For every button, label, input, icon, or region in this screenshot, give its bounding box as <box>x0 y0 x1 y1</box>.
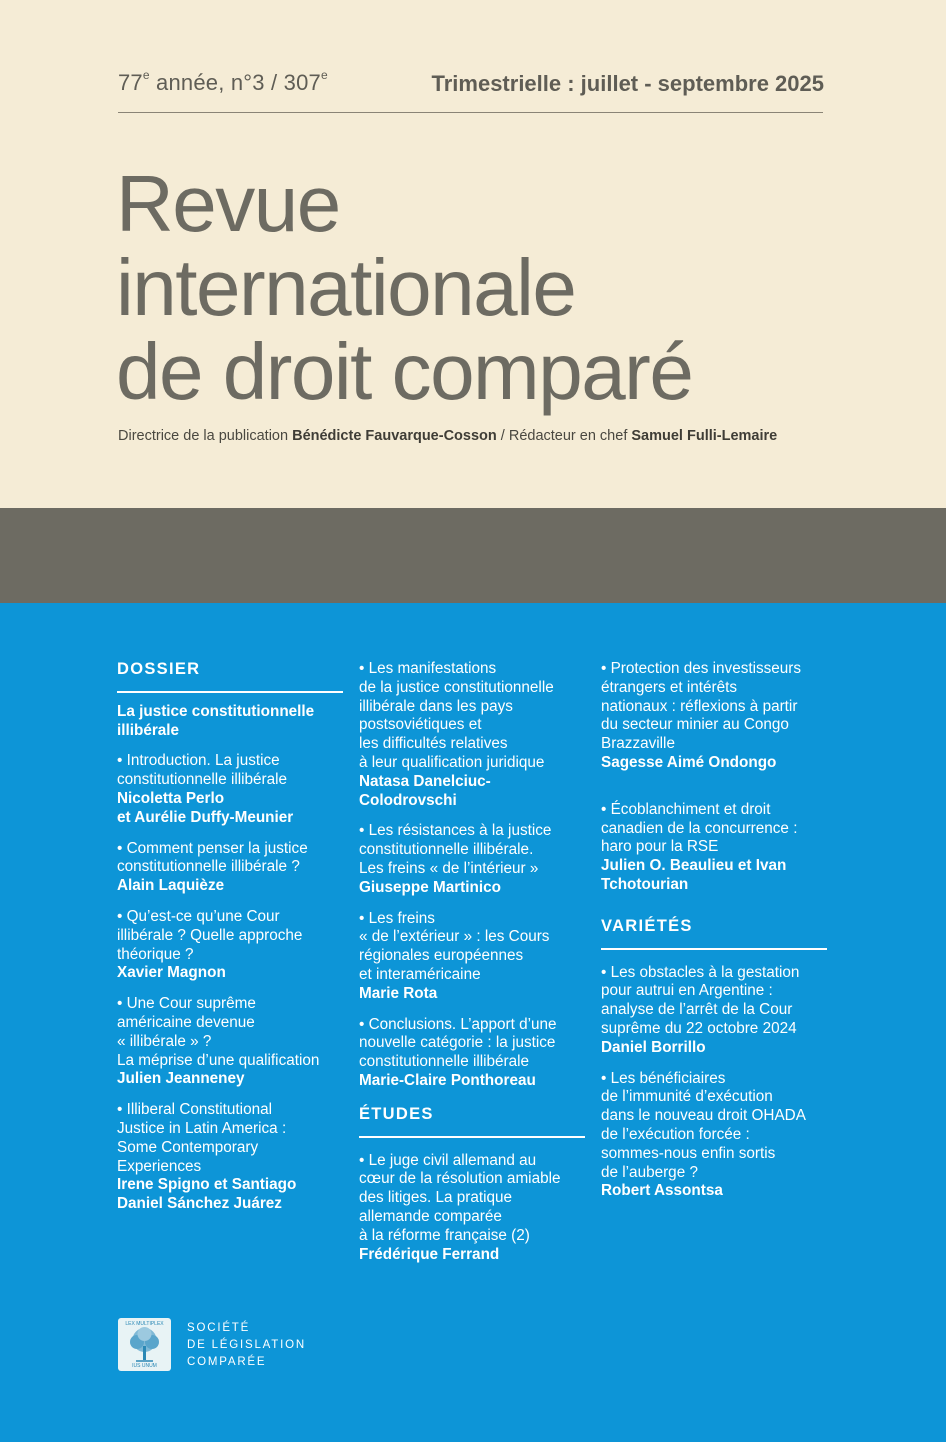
journal-title <box>116 159 693 416</box>
journal-title-line-2: internationale <box>116 243 576 332</box>
section-rule <box>117 691 343 693</box>
article-entry: • Les bénéficiaires de l’immunité d’exécution dans le nouveau droit OHADA de l’exécution forcée : sommes-nous enfin sortis de l’auberge ? Robert Assontsa <box>601 1069 806 1200</box>
section-heading-etudes: ÉTUDES <box>359 1104 434 1123</box>
contents-column-3 <box>601 660 827 1213</box>
contents-column-1 <box>117 660 343 1226</box>
article-entry: • Conclusions. L’apport d’une nouvelle catégorie : la justice constitutionnelle illibérale Marie-Claire Ponthoreau <box>359 1015 557 1089</box>
editors-line: Directrice de la publication Bénédicte Fauvarque-Cosson / Rédacteur en chef Samuel Fulli-Lemaire <box>118 428 778 444</box>
article-entry: • Qu’est-ce qu’une Cour illibérale ? Quelle approche théorique ? Xavier Magnon <box>117 907 303 982</box>
article-entry: • Les freins « de l’extérieur » : les Cours régionales européennes et interaméricaine Marie Rota <box>359 909 550 1002</box>
cover-divider-band <box>0 508 946 603</box>
publisher-logo <box>118 1318 171 1371</box>
section-rule <box>359 1136 585 1138</box>
article-entry: • Les obstacles à la gestation pour autrui en Argentine : analyse de l’arrêt de la Cour suprême du 22 octobre 2024 Daniel Borrillo <box>601 963 800 1056</box>
section-rule <box>601 948 827 950</box>
publisher-name: SOCIÉTÉ DE LÉGISLATION COMPARÉE <box>187 1322 306 1368</box>
article-entry: • Une Cour suprême américaine devenue « illibérale » ? La méprise d’une qualification Julien Jeanneney <box>117 995 320 1088</box>
logo-motto-top: LEX MULTIPLEX <box>125 1321 164 1327</box>
article-entry: • Les manifestations de la justice constitutionnelle illibérale dans les pays postsoviétiques et les difficultés relatives à leur qualification juridique Natasa Danelciuc- Colodrovschi <box>359 660 554 809</box>
article-entry: • Illiberal Constitutional Justice in Latin America : Some Contemporary Experiences Irene Spigno et Santiago Daniel Sánchez Juárez <box>117 1101 297 1213</box>
logo-motto-bottom: IUS UNUM <box>132 1363 157 1369</box>
issue-number: 77e année, n°3 / 307e <box>118 67 328 95</box>
journal-title-line-1: Revue <box>116 159 340 248</box>
journal-title-line-3: de droit comparé <box>116 327 693 416</box>
article-entry: • Le juge civil allemand au cœur de la résolution amiable des litiges. La pratique allemande comparée à la réforme française (2) Frédérique Ferrand <box>359 1151 561 1263</box>
publication-period: Trimestrielle : juillet - septembre 2025 <box>431 71 824 96</box>
article-entry: • Introduction. La justice constitutionnelle illibérale Nicoletta Perlo et Aurélie Duffy-Meunier <box>117 752 294 826</box>
article-entry: • Les résistances à la justice constitutionnelle illibérale. Les freins « de l’intérieur » Giuseppe Martinico <box>359 822 552 896</box>
article-entry: • Protection des investisseurs étrangers et intérêts nationaux : réflexions à partir du secteur minier au Congo Brazzaville Sagesse Aimé Ondongo <box>601 660 802 771</box>
contents-column-2 <box>359 660 585 1276</box>
article-entry: • Comment penser la justice constitutionnelle illibérale ? Alain Laquièze <box>117 839 308 895</box>
header-rule <box>118 112 823 113</box>
article-entry: • Écoblanchiment et droit canadien de la concurrence : haro pour la RSE Julien O. Beaulieu et Ivan Tchotourian <box>601 800 798 893</box>
section-heading-varietes: VARIÉTÉS <box>601 916 693 935</box>
section-heading-dossier: DOSSIER <box>117 660 201 678</box>
dossier-title: La justice constitutionnelle illibérale <box>117 702 315 739</box>
